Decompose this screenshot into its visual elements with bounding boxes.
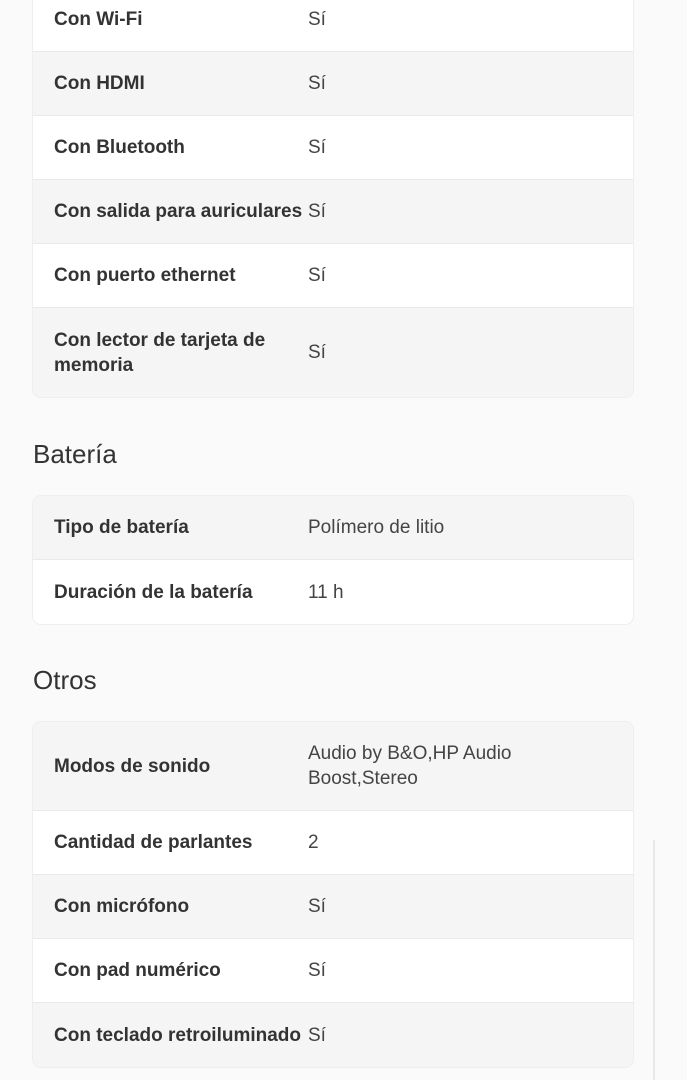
section-title-battery: Batería (33, 439, 117, 469)
spec-label: Con teclado retroiluminado (54, 1024, 302, 1046)
spec-label: Con salida para auriculares (54, 201, 303, 222)
spec-value: Sí (308, 960, 326, 981)
spec-row (33, 875, 633, 939)
spec-row (33, 0, 633, 52)
section-title-others: Otros (33, 665, 97, 695)
battery-spec-table (33, 496, 633, 624)
spec-label: Modos de sonido (54, 755, 211, 777)
spec-value: Sí (308, 73, 326, 94)
spec-value: Sí (308, 896, 326, 917)
spec-label: Con lector de tarjeta de memoria (54, 329, 266, 376)
spec-label: Duración de la batería (54, 581, 253, 603)
spec-label: Con Wi-Fi (54, 9, 143, 30)
scrollbar[interactable] (653, 840, 655, 1080)
spec-value: Sí (308, 265, 326, 286)
spec-row (33, 116, 633, 180)
spec-label: Con Bluetooth (54, 137, 185, 158)
spec-row (33, 722, 633, 811)
others-spec-table (33, 722, 633, 1067)
spec-row (33, 560, 633, 624)
spec-row (33, 811, 633, 875)
spec-value: Sí (308, 1024, 326, 1046)
spec-row (33, 496, 633, 560)
spec-label: Cantidad de parlantes (54, 832, 253, 853)
spec-label: Con puerto ethernet (54, 265, 236, 286)
spec-page (33, 0, 633, 1067)
spec-row (33, 1003, 633, 1067)
spec-value: Sí (308, 201, 326, 222)
spec-value: Sí (308, 9, 326, 30)
connectivity-spec-table (33, 0, 633, 397)
spec-value: Sí (308, 137, 326, 158)
spec-value: 2 (308, 832, 319, 853)
spec-value: Sí (308, 342, 326, 363)
spec-label: Con HDMI (54, 73, 145, 94)
spec-row (33, 939, 633, 1003)
spec-label: Con micrófono (54, 896, 190, 917)
spec-value: Polímero de litio (308, 517, 445, 538)
spec-row (33, 308, 633, 397)
spec-label: Tipo de batería (54, 517, 189, 538)
spec-row (33, 180, 633, 244)
spec-row (33, 52, 633, 116)
spec-row (33, 244, 633, 308)
spec-label: Con pad numérico (54, 960, 221, 981)
spec-value: 11 h (308, 581, 344, 603)
spec-value: Audio by B&O,HP Audio Boost,Stereo (308, 743, 512, 789)
